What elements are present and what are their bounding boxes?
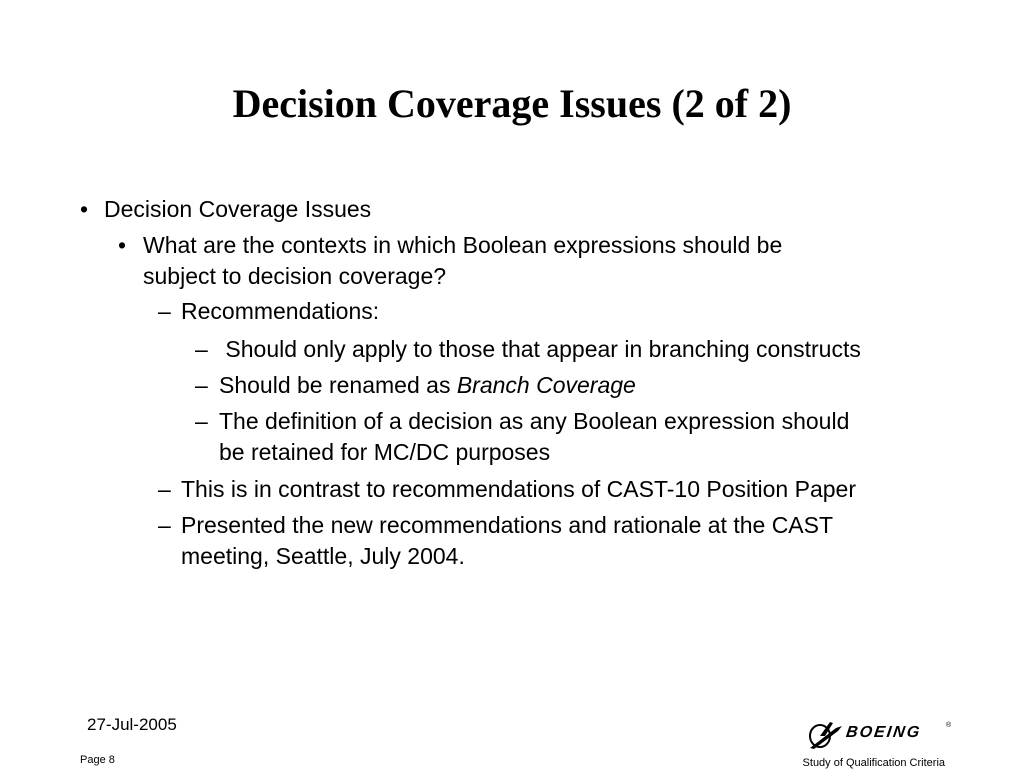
bullet-text: Decision Coverage Issues [104, 196, 372, 222]
bullet-text-line2: be retained for MC/DC purposes [219, 439, 551, 465]
bullet-text: This is in contrast to recommendations of CAST-10 Position Paper [181, 476, 856, 502]
slide-title: Decision Coverage Issues (2 of 2) [232, 81, 792, 126]
bullet-text-line1: The definition of a decision as any Boolean expression should [219, 408, 850, 434]
dash-marker: – [195, 336, 208, 362]
dash-marker: – [158, 298, 171, 324]
bullet-text: Recommendations: [181, 298, 380, 324]
bullet-text-prefix: Should be renamed as [219, 372, 457, 398]
footer-date: 27-Jul-2005 [87, 715, 177, 734]
boeing-logo [806, 718, 956, 752]
bullet-marker: • [80, 196, 89, 222]
bullet-text: Should only apply to those that appear in branching constructs [219, 336, 861, 362]
boeing-logo-text: BOEING [844, 724, 923, 741]
bullet-marker: • [118, 232, 127, 258]
bullet-text-line1: Presented the new recommendations and rationale at the CAST [181, 512, 834, 538]
bullet-text-line2: meeting, Seattle, July 2004. [181, 543, 465, 569]
registered-mark: ® [946, 722, 952, 729]
bullet-text [219, 370, 636, 401]
bullet-text-line1: What are the contexts in which Boolean expressions should be [143, 232, 783, 258]
footer-study-title: Study of Qualification Criteria [802, 757, 945, 769]
dash-marker: – [158, 512, 171, 538]
boeing-symbol-icon [806, 718, 846, 752]
dash-marker: – [158, 476, 171, 502]
dash-marker: – [195, 372, 208, 398]
page-number: Page 8 [80, 754, 115, 766]
dash-marker: – [195, 408, 208, 434]
bullet-text-emphasis: Branch Coverage [456, 372, 636, 398]
bullet-text-line2: subject to decision coverage? [143, 263, 447, 289]
